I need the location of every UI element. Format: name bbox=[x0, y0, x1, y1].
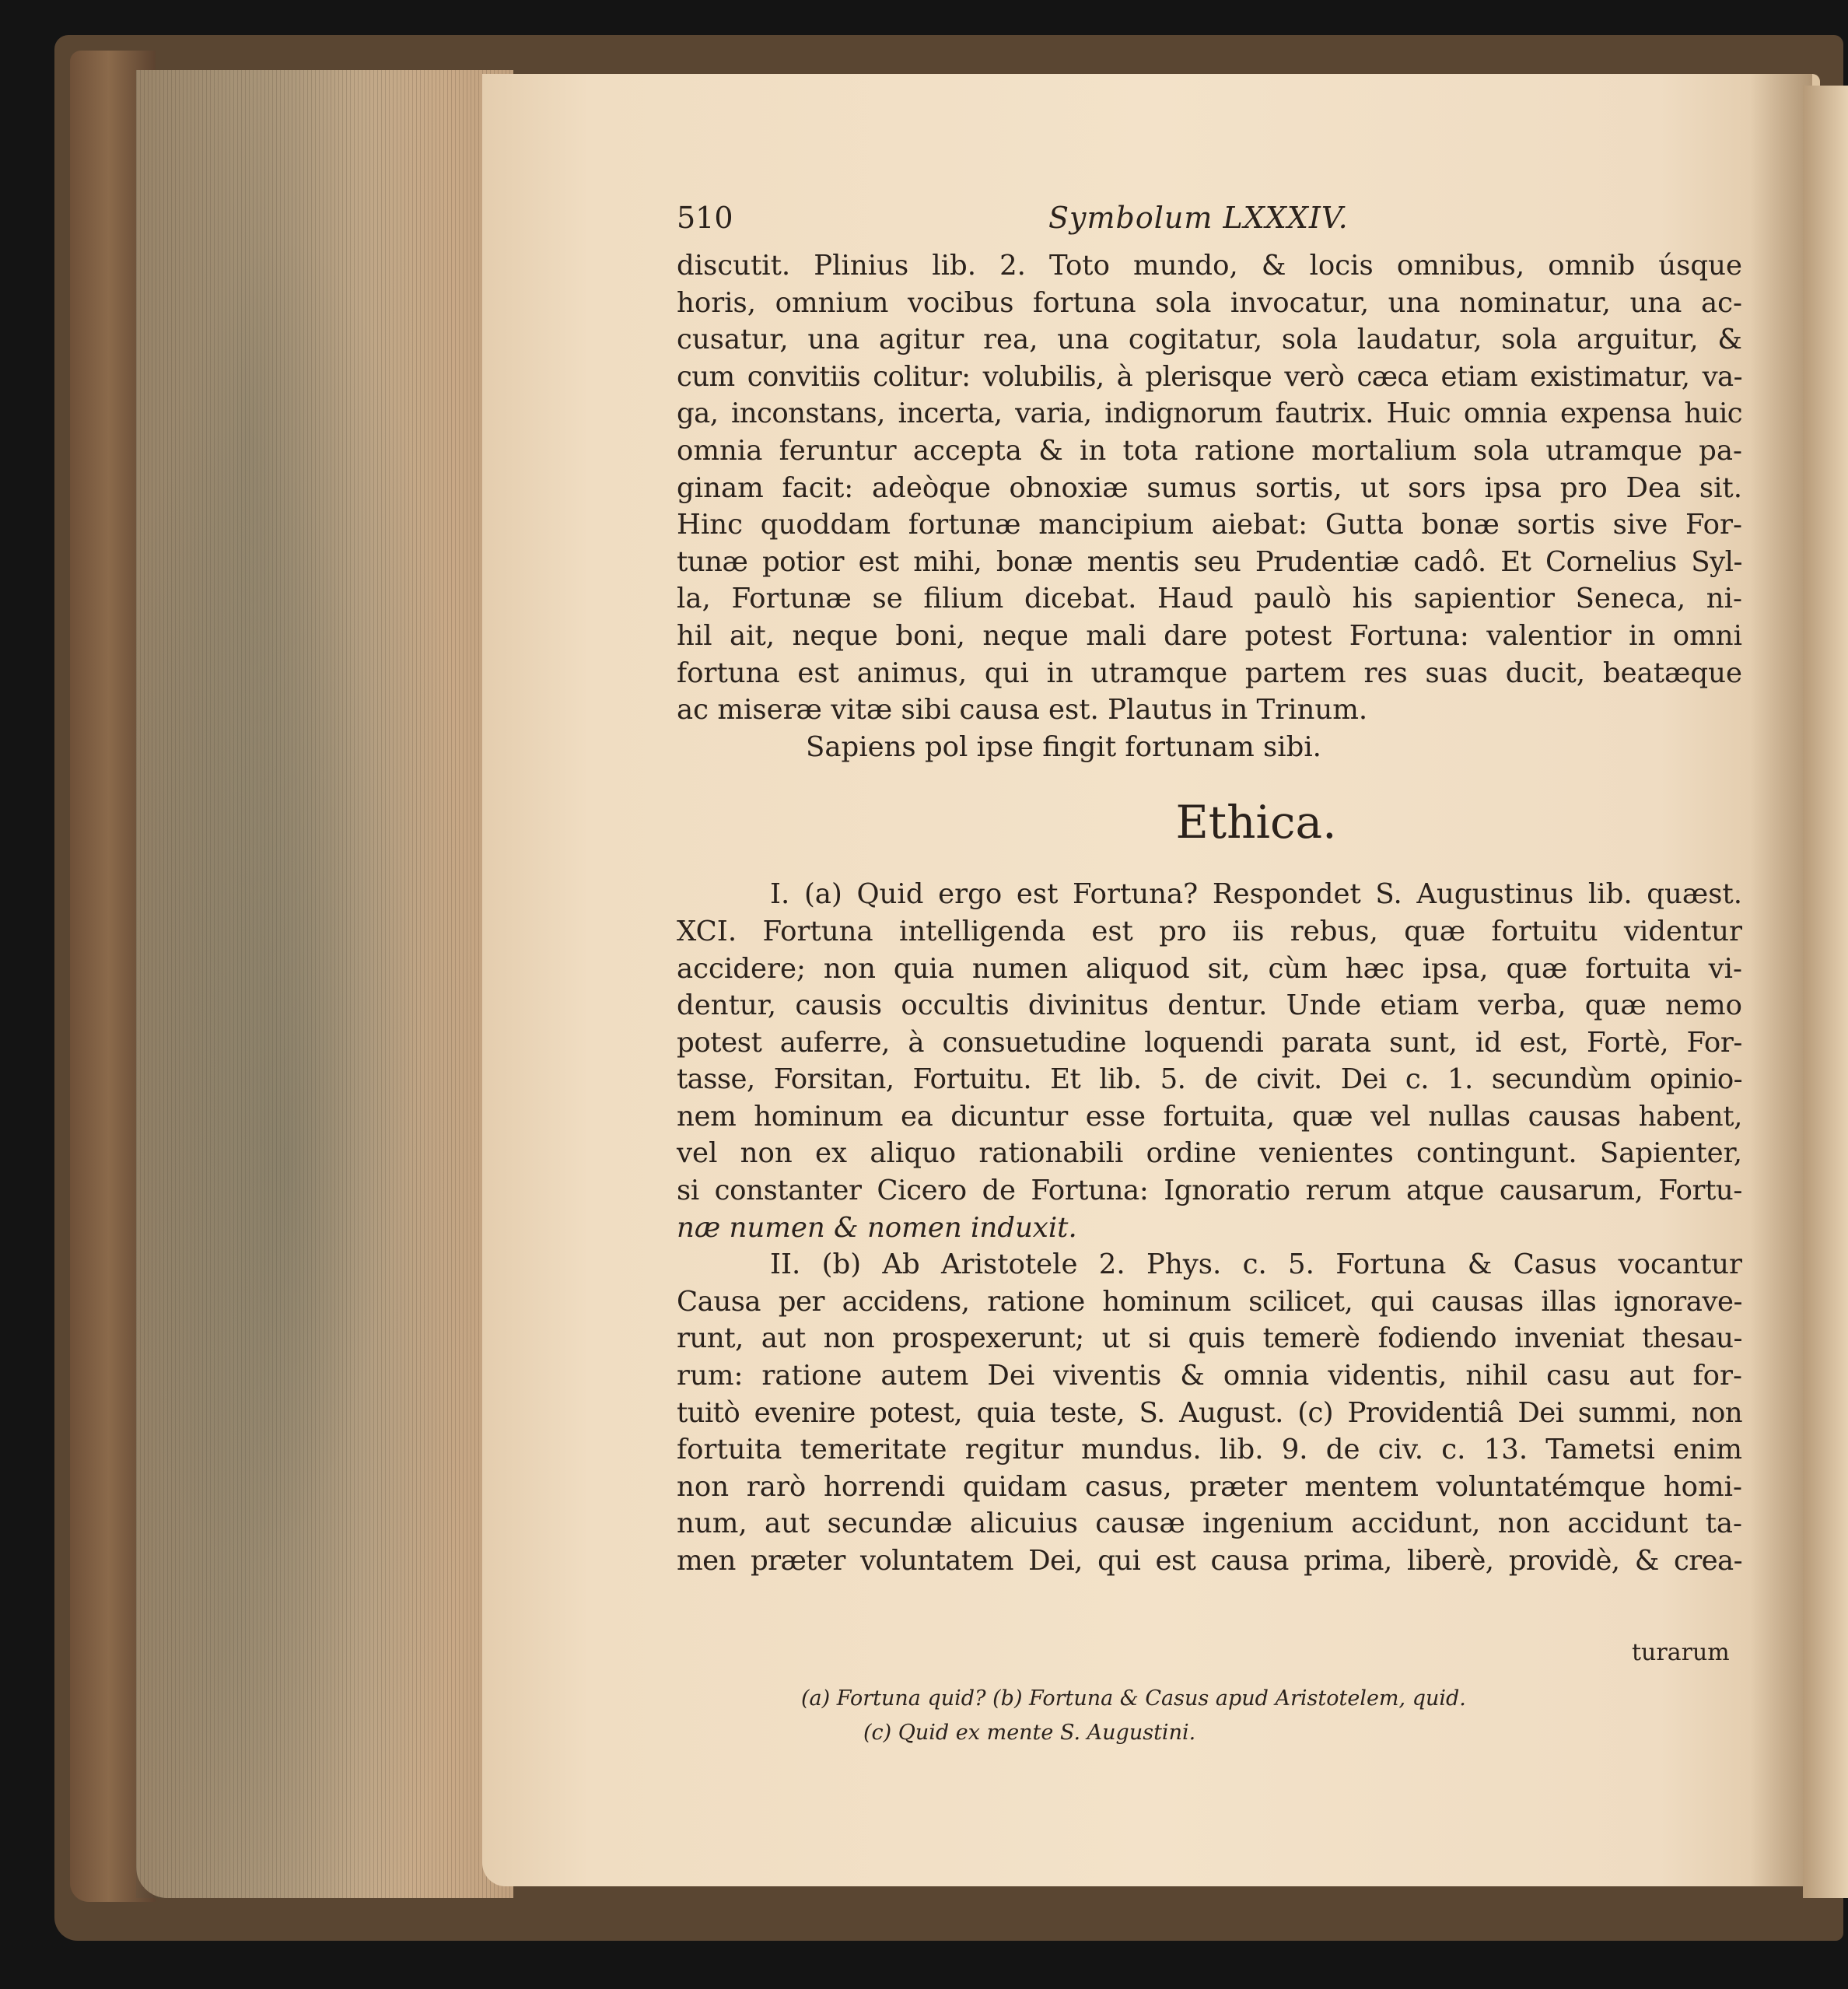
footnotes bbox=[801, 1682, 1657, 1750]
text-line: XCI. Fortuna intelligenda est pro iis rebus, quæ fortuitu videntur bbox=[677, 915, 1742, 947]
catchword: turarum bbox=[1632, 1639, 1730, 1666]
text-line: si constanter Cicero de Fortuna: Ignoratio rerum atque causarum, Fortu- bbox=[677, 1175, 1742, 1207]
footnote-line: (a) Fortuna quid? (b) Fortuna & Casus apud Aristotelem, quid. bbox=[801, 1686, 1466, 1711]
facing-page-edge bbox=[1803, 86, 1848, 1898]
verse-quotation: Sapiens pol ipse fingit fortunam sibi. bbox=[806, 730, 1321, 763]
text-line: num, aut secundæ alicuius causæ ingenium accidunt, non accidunt ta- bbox=[677, 1508, 1742, 1540]
paragraph-plinius bbox=[677, 247, 1742, 729]
page-text-block bbox=[677, 247, 1742, 1580]
text-line: horis, omnium vocibus fortuna sola invocatur, una nominatur, una ac- bbox=[677, 286, 1742, 319]
text-line: hil ait, neque boni, neque mali dare potest Fortuna: valentior in omni bbox=[677, 619, 1742, 652]
text-line: fortuna est animus, qui in utramque partem res suas ducit, beatæque bbox=[677, 657, 1742, 689]
text-line: fortuita temeritate regitur mundus. lib. 9. de civ. c. 13. Tametsi enim bbox=[677, 1434, 1742, 1466]
text-line: cum convitiis colitur: volubilis, à plerisque verò cæca etiam existimatur, va- bbox=[677, 360, 1742, 393]
page-header bbox=[677, 201, 1727, 240]
edge-mottling bbox=[136, 70, 513, 1898]
paragraph-one bbox=[677, 876, 1742, 1246]
text-line: næ numen & nomen induxit. bbox=[677, 1211, 1077, 1244]
text-line: non rarò horrendi quidam casus, præter mentem voluntatémque homi- bbox=[677, 1470, 1742, 1503]
text-line: discutit. Plinius lib. 2. Toto mundo, & locis omnibus, omnib úsque bbox=[677, 250, 1742, 282]
text-line: la, Fortunæ se filium dicebat. Haud paulò his sapientior Seneca, ni- bbox=[677, 583, 1742, 615]
text-line: I. (a) Quid ergo est Fortuna? Respondet S. Augustinus lib. quæst. bbox=[770, 878, 1742, 911]
text-line: vel non ex aliquo rationabili ordine venientes contingunt. Sapienter, bbox=[677, 1137, 1742, 1170]
page-number: 510 bbox=[677, 201, 733, 235]
page-fore-edge bbox=[136, 70, 513, 1898]
text-line: tuitò evenire potest, quia teste, S. August. (c) Providentiâ Dei summi, non bbox=[677, 1396, 1742, 1429]
paragraph-two bbox=[677, 1246, 1742, 1579]
text-line: ac miseræ vitæ sibi causa est. Plautus in Trinum. bbox=[677, 694, 1368, 727]
text-line: rum: ratione autem Dei viventis & omnia videntis, nihil casu aut for- bbox=[677, 1360, 1742, 1392]
text-line: ga, inconstans, incerta, varia, indignorum fautrix. Huic omnia expensa huic bbox=[677, 397, 1742, 430]
running-title: Symbolum LXXXIV. bbox=[1048, 201, 1349, 235]
text-line: II. (b) Ab Aristotele 2. Phys. c. 5. Fortuna & Casus vocantur bbox=[770, 1248, 1742, 1281]
text-line: Causa per accidens, ratione hominum scilicet, qui causas illas ignorave- bbox=[677, 1285, 1742, 1318]
text-line: Hinc quoddam fortunæ mancipium aiebat: Gutta bonæ sortis sive For- bbox=[677, 509, 1742, 541]
text-line: ginam facit: adeòque obnoxiæ sumus sortis, ut sors ipsa pro Dea sit. bbox=[677, 471, 1742, 504]
text-line: potest auferre, à consuetudine loquendi parata sunt, id est, Fortè, For- bbox=[677, 1026, 1742, 1059]
text-line: omnia feruntur accepta & in tota ratione mortalium sola utramque pa- bbox=[677, 434, 1742, 467]
section-heading: Ethica. bbox=[1175, 796, 1337, 849]
text-line: cusatur, una agitur rea, una cogitatur, sola laudatur, sola arguitur, & bbox=[677, 324, 1742, 356]
text-line: accidere; non quia numen aliquod sit, cùm hæc ipsa, quæ fortuita vi- bbox=[677, 952, 1742, 985]
text-line: nem hominum ea dicuntur esse fortuita, quæ vel nullas causas habent, bbox=[677, 1100, 1742, 1133]
text-line: men præter voluntatem Dei, qui est causa prima, liberè, providè, & crea- bbox=[677, 1545, 1742, 1577]
text-line: tunæ potior est mihi, bonæ mentis seu Prudentiæ cadô. Et Cornelius Syl- bbox=[677, 545, 1742, 578]
text-line: dentur, causis occultis divinitus dentur. Unde etiam verba, quæ nemo bbox=[677, 989, 1742, 1022]
text-line: runt, aut non prospexerunt; ut si quis temerè fodiendo inveniat thesau- bbox=[677, 1322, 1742, 1355]
footnote-line: (c) Quid ex mente S. Augustini. bbox=[863, 1721, 1196, 1745]
text-line: tasse, Forsitan, Fortuitu. Et lib. 5. de civit. Dei c. 1. secundùm opinio- bbox=[677, 1063, 1742, 1096]
